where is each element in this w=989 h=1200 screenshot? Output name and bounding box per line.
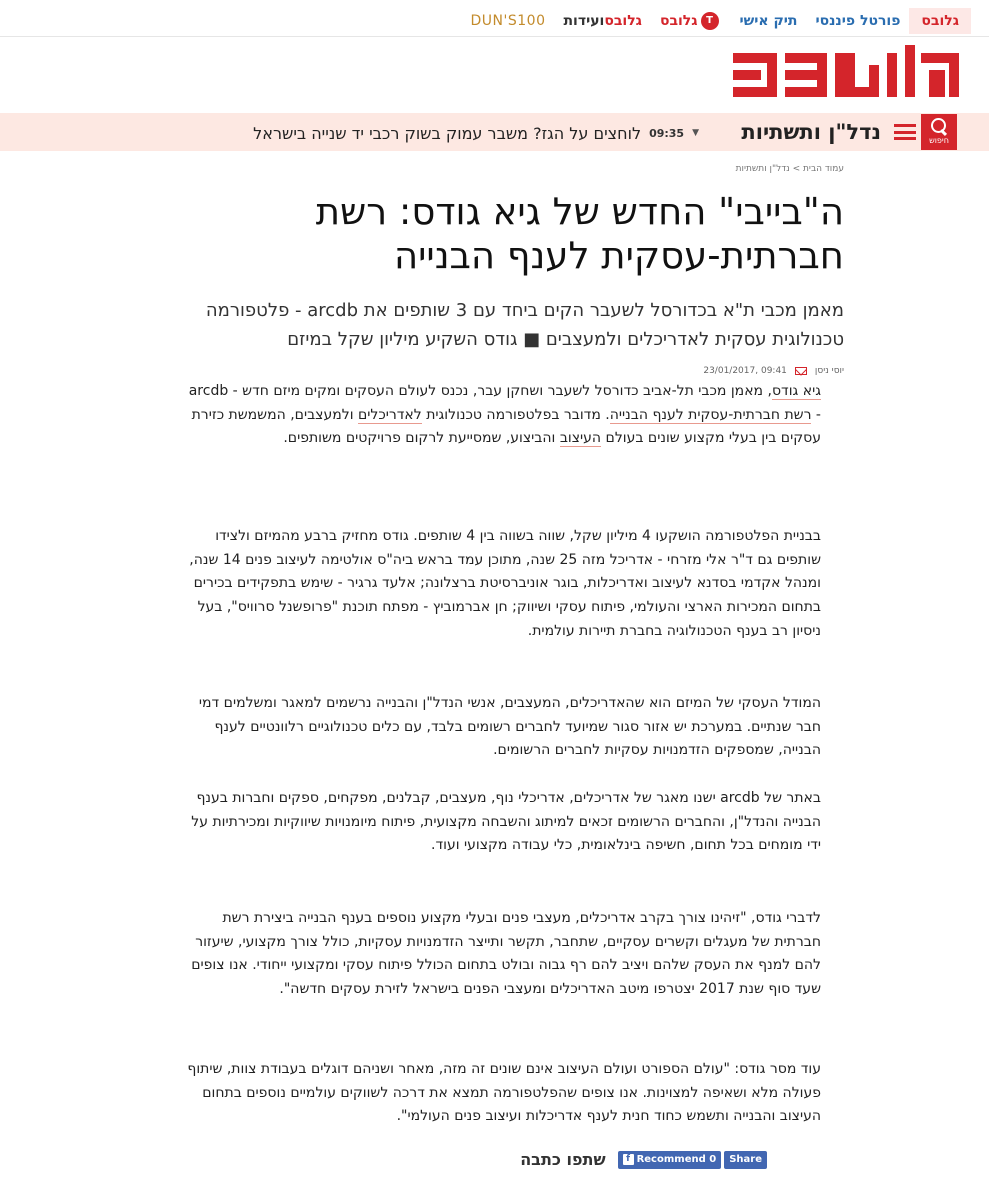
globes-logo-graphic: [733, 45, 959, 105]
section-nav-bar: [0, 113, 989, 151]
globes-logo[interactable]: [733, 45, 959, 105]
top-link-globes-conferences[interactable]: [554, 8, 650, 34]
article-paragraph-5: [181, 907, 821, 1002]
top-link-duns100[interactable]: DUN'S100: [470, 13, 546, 29]
link-social-network[interactable]: רשת חברתית-עסקית לענף הבנייה: [609, 406, 812, 423]
article-byline: [703, 366, 844, 376]
link-design[interactable]: העיצוב: [559, 430, 602, 447]
news-ticker[interactable]: [253, 122, 699, 144]
search-icon: [930, 118, 948, 136]
article-paragraph-1: [181, 380, 821, 451]
recommend-label: Recommend 0: [636, 1153, 717, 1165]
top-link-globes-conf-label: גלובס: [604, 13, 642, 29]
top-link-globes-tv[interactable]: [651, 8, 731, 34]
article-subtitle: מאמן מכבי ת"א בכדורסל לשעבר הקים ביחד עם 3 שותפים את arcdb - פלטפורמה טכנולוגית עסקית לאדריכלים ולמעצבים ■ גודס השקיע מיליון שקל במיזם: [205, 300, 844, 350]
top-links-bar: [0, 0, 989, 37]
facebook-icon: f: [623, 1154, 634, 1165]
hamburger-menu-icon[interactable]: [894, 124, 916, 140]
share-label: שתפו כתבה: [520, 1150, 606, 1169]
p6-text: עוד מסר גודס: "עולם הספורט ועולם העיצוב אינם שונים זה מזה, מאחר ושניהם דוגלים בעבודת צוות, שיתוף פעולה מלא ושאיפה למצוינות. אנו צופים שהפלטפורמה תמצא את דרכה לשווקים עולמיים נוספים בתחום העיצוב והבנייה ותשמש כחוד חנית לענף אדריכלות ועיצוב פנים העולמי".: [187, 1061, 821, 1125]
p3-text: המודל העסקי של המיזם הוא שהאדריכלים, המעצבים, אנשי הנדל"ן והבנייה נרשמים למאגר ומשלמים דמי חבר שנתיים. במערכת יש אזור סגור שמיועד לחברים רשומים בלבד, עם כלים טכנולוגיים רלוונטיים לענף הבנייה, שמספקים הזדמנויות עסקיות לחברים הרשומים.: [198, 695, 821, 759]
top-link-finance-portal[interactable]: פורטל פיננסי: [815, 13, 901, 29]
share-section: [520, 1150, 767, 1169]
search-button[interactable]: [921, 114, 957, 150]
mail-icon[interactable]: [795, 367, 807, 375]
p2-text: בבניית הפלטפורמה הושקעו 4 מיליון שקל, שווה בשווה בין 4 שותפים. גודס מחזיק ברבע מהמיזם ולצידו שותפים גם ד"ר אלי מזרחי - אדריכל מזה 25 שנה, מתוכן עמד בראש ביה"ס אולטימה לעיצוב פנים 14 שנה, ומנהל אקדמי בסדנא לעיצוב ואדריכלות, בוגר אוניברסיטת ברצלונה; אלעד גרגיר - שימש בתפקידים בכירים בתחום המכירות הארצי והעולמי, פיתוח עסקי ושיווק; חן אברמוביץ - מפתח תוכנת "פרופשנל סרוויס", בעל ניסיון רב בענף הטכנולוגיה בחברת תיירות עולמית.: [189, 528, 821, 639]
article-paragraph-4: [181, 787, 821, 858]
tv-icon: T: [701, 12, 719, 30]
facebook-share-button[interactable]: Share: [724, 1151, 767, 1169]
top-link-globes-tv-label: גלובס: [659, 13, 698, 29]
link-architects[interactable]: לאדריכלים: [357, 406, 422, 423]
author-name[interactable]: יוסי ניסן: [814, 366, 844, 376]
breadcrumb[interactable]: עמוד הבית > נדל"ן ותשתיות: [735, 164, 844, 174]
article-title: ה"בייבי" החדש של גיא גודס: רשת חברתית-עסקית לענף הבנייה: [315, 190, 844, 277]
p1-text-f: ולמעצבים, המשמשת כזירת עסקים בין בעלי מקצוע שונים בעולם: [191, 406, 821, 447]
article-paragraph-3: [181, 692, 821, 763]
facebook-recommend-button[interactable]: [618, 1151, 722, 1169]
article-date: 09:41 ,23/01/2017: [703, 366, 787, 376]
top-links: [462, 8, 971, 34]
section-title[interactable]: נדל"ן ותשתיות: [741, 120, 881, 144]
p4-text: באתר של arcdb ישנו מאגר של אדריכלים, אדריכלי נוף, מעצבים, קבלנים, מפקחים, ספקים וחברות בענף הבנייה והנדל"ן, והחברים הרשומים זכאים למיתוג והשבחה מקצועית, פיתוח מיומנויות שיווקיות ומכירתיות על ידי מומחים בכל תחום, חשיפה בינלאומית, כלי עבודה מקצועי ועוד.: [191, 790, 821, 854]
top-link-conferences-label: ועידות: [563, 13, 605, 29]
ticker-headline[interactable]: לוחצים על הגז? משבר עמוק בשוק רכבי יד שנייה בישראל: [253, 123, 642, 143]
p1-text-b: , מאמן מכבי תל-אביב כדורסל לשעבר ושחקן עבר, נכנס לעולם העסקים ומקים מיזם חדש - arcdb -: [188, 383, 821, 423]
link-guy-goodes[interactable]: גיא גודס: [771, 383, 821, 399]
ticker-time: 09:35: [649, 126, 685, 140]
top-link-globes[interactable]: גלובס: [909, 8, 971, 34]
top-link-personal-portfolio[interactable]: תיק אישי: [739, 13, 798, 29]
ticker-arrow-icon[interactable]: ▼: [692, 128, 699, 138]
p1-text-d: . מדובר בפלטפורמה טכנולוגית: [421, 406, 610, 423]
article-paragraph-6: [181, 1058, 821, 1129]
p5-text: לדברי גודס, "זיהינו צורך בקרב אדריכלים, מעצבי פנים ובעלי מקצוע נוספים בענף הבנייה ביצירת רשת חברתית של מעגלים וקשרים עסקיים, שתחבר, תקשר ותייצר הזדמנויות עסקיות, כולל צורך מקצועי, שיעזור להם למנף את העסק שלהם ויציב להם רף גבוה ובולט בתחום הכולל פיתוח עסקי ומקצועי ייחודי. אנו צופים שעד סוף שנת 2017 יצטרפו מיטב האדריכלים ומעצבי הפנים בישראל לזירת עסקים חדשה".: [191, 910, 821, 998]
facebook-buttons: [618, 1151, 767, 1169]
p1-text-h: והביצוע, שמסייעת לרקום פרויקטים משותפים.: [283, 430, 560, 447]
article-paragraph-2: [181, 525, 821, 644]
search-label: חיפוש: [929, 136, 949, 145]
